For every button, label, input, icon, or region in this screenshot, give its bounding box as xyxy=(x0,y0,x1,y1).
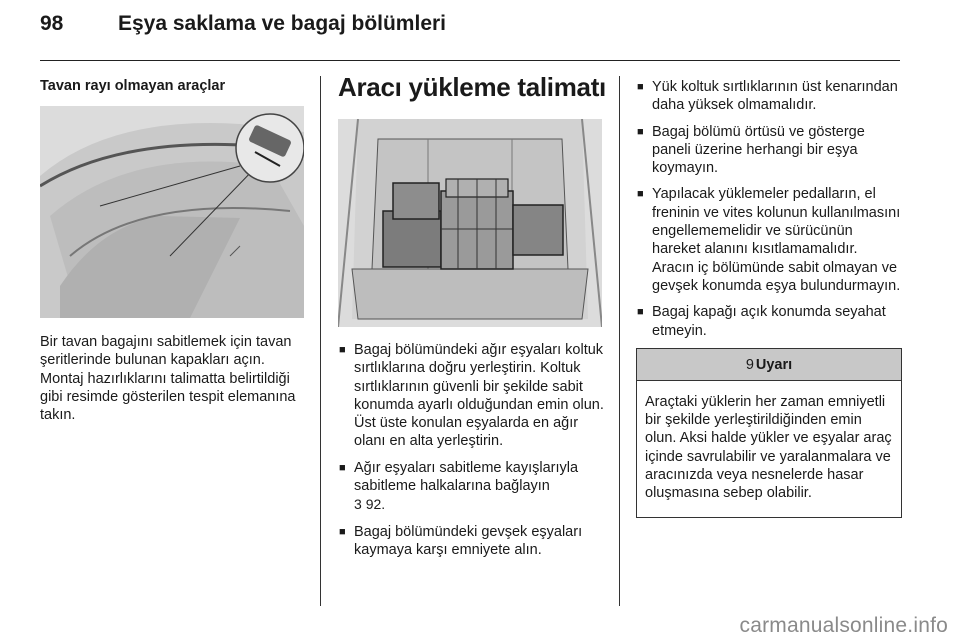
page-number: 98 xyxy=(40,12,64,35)
warning-text: Araçtaki yüklerin her zaman emniyetli bir şekilde yerleştirildiğinden emin olun. Aksi halde yükler ve eşyalar araç içinde savrulabilir ve yaralanmalara ve aracınızda veya nesnelerde hasar oluşmasına sebep olabilir. xyxy=(645,393,892,502)
column-divider xyxy=(320,76,321,606)
bullet-icon: ■ xyxy=(339,525,346,538)
cargo-loading-drawing xyxy=(338,119,602,327)
list-item: ■ Bagaj kapağı açık konumda seyahat etmeyin. xyxy=(637,304,886,339)
list-item: ■ Bagaj bölümü örtüsü ve gösterge paneli üzerine herhangi bir eşya koymayın. xyxy=(637,123,865,177)
section-heading: Aracı yükleme talimatı xyxy=(338,72,606,102)
loading-rules-list xyxy=(636,78,902,340)
running-title: Eşya saklama ve bagaj bölümleri xyxy=(118,12,447,35)
bullet-icon: ■ xyxy=(637,125,644,138)
left-column xyxy=(40,78,304,424)
bullet-icon: ■ xyxy=(339,461,346,474)
list-item: ■ Yapılacak yüklemeler pedalların, el freninin ve vites kolunun kullanılmasını engellememelidir ve sürücünün hareket alanını kısıtlamamalıdır. Aracın iç bölümünde sabit olmayan ve gevşek konumda eşya bulundurmayın. xyxy=(637,186,901,294)
warning-header xyxy=(637,349,901,381)
list-item: ■ Ağır eşyaları sabitleme kayışlarıyla sabitleme halkalarına bağlayın 3 92. xyxy=(339,459,579,513)
loading-instructions-list xyxy=(338,341,604,559)
list-item: ■ Bagaj bölümündeki ağır eşyaları koltuk sırtlıklarına doğru yerleştirin. Koltuk sırtlıklarının güvenli bir şekilde sabit konumda ayarlı olduğundan emin olun. Üst üste konulan eşyalarda en ağır olanı en alta yerleştirin. xyxy=(339,342,604,450)
cargo-loading-illustration xyxy=(338,119,602,327)
roof-rail-drawing xyxy=(40,106,304,318)
watermark: carmanualsonline.info xyxy=(739,614,948,637)
warning-icon: 9 xyxy=(745,356,754,373)
bullet-icon: ■ xyxy=(637,306,644,319)
roof-rail-illustration xyxy=(40,106,304,318)
list-item: ■ Yük koltuk sırtlıklarının üst kenarından daha yüksek olmamalıdır. xyxy=(637,79,898,114)
column-divider xyxy=(619,76,620,606)
cross-reference-icon: 3 xyxy=(354,496,362,513)
header-rule xyxy=(40,60,900,61)
subheading: Tavan rayı olmayan araçlar xyxy=(40,78,226,94)
roof-rack-paragraph: Bir tavan bagajını sabitlemek için tavan şeritlerinde bulunan kapakları açın. Montaj hazırlıklarını talimatta belirtildiği gibi resimde gösterilen tespit elemanına takın. xyxy=(40,334,296,424)
right-column xyxy=(636,78,902,518)
page-reference[interactable]: 3 92. xyxy=(354,496,386,513)
middle-column xyxy=(338,72,604,567)
warning-title: Uyarı xyxy=(755,356,793,373)
warning-box xyxy=(636,348,902,518)
bullet-icon: ■ xyxy=(637,81,644,93)
warning-body xyxy=(637,381,901,517)
bullet-icon: ■ xyxy=(339,344,346,356)
bullet-icon: ■ xyxy=(637,188,644,201)
list-item: ■ Bagaj bölümündeki gevşek eşyaları kaymaya karşı emniyete alın. xyxy=(339,523,583,558)
